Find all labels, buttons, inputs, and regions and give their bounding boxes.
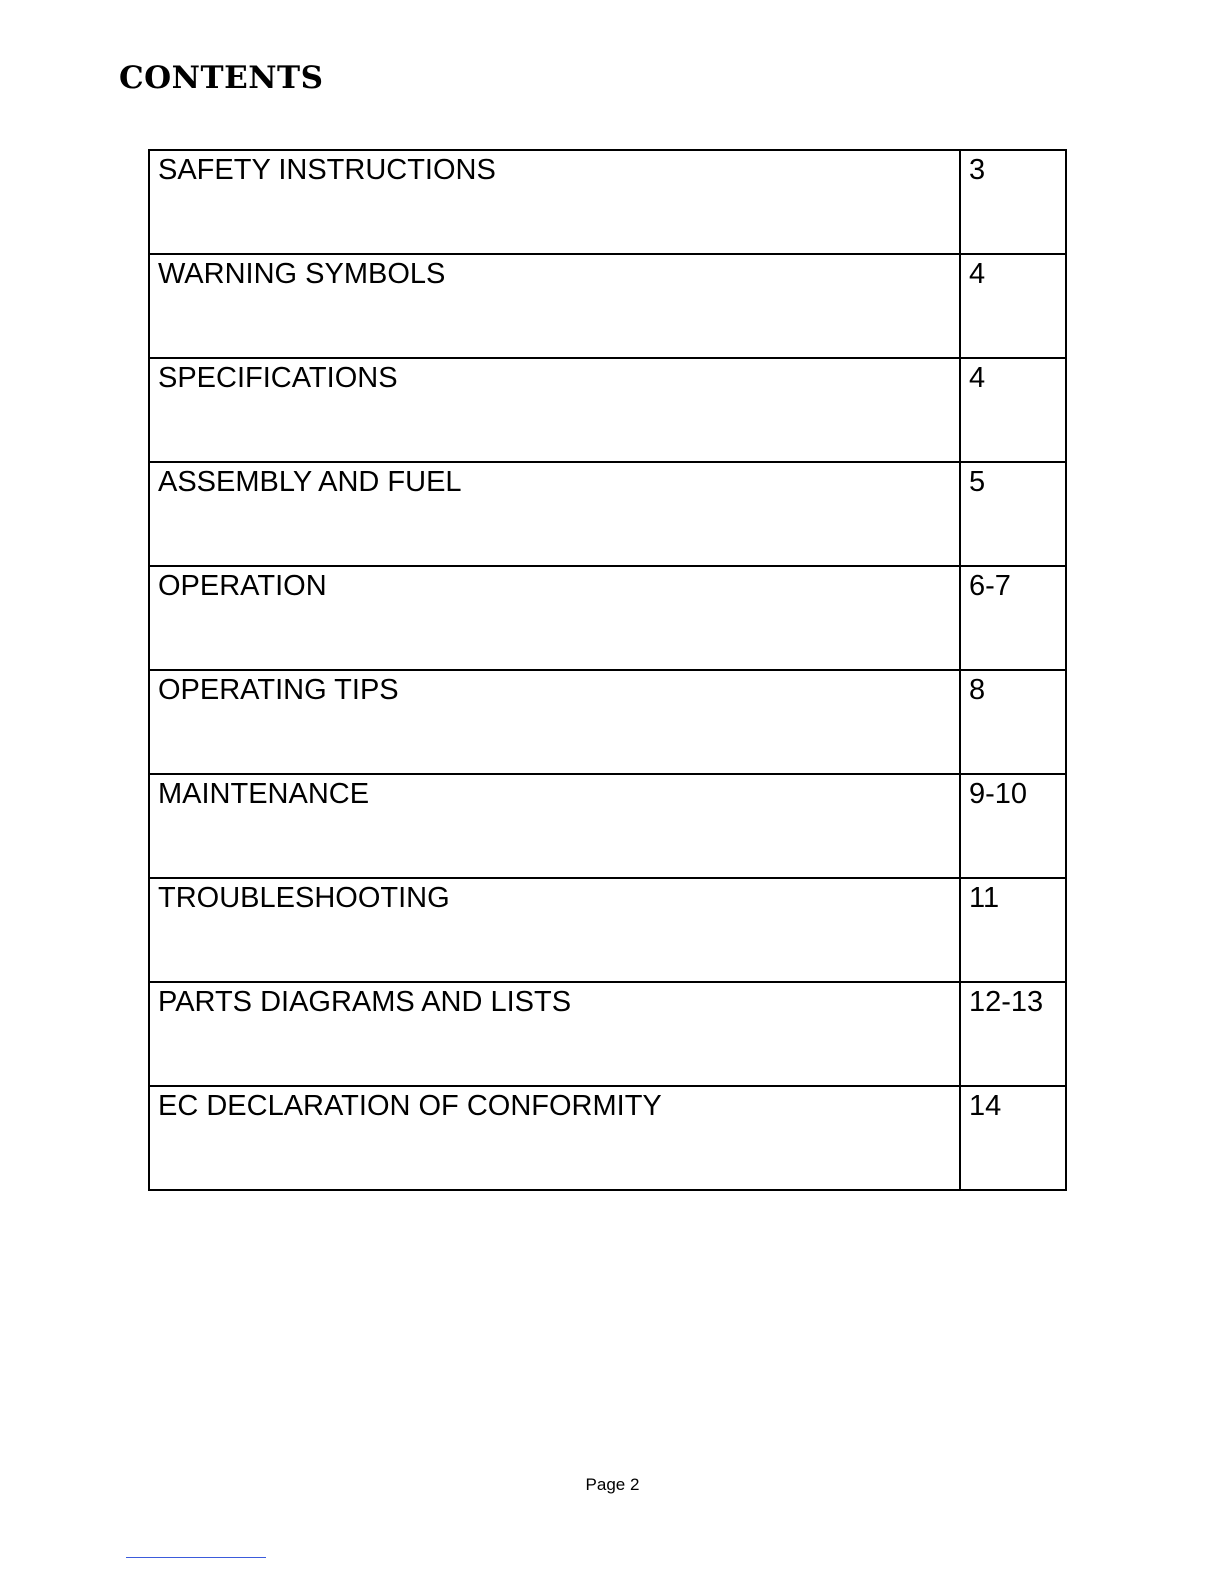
table-row [149,358,1066,462]
table-row [149,1086,1066,1190]
toc-entry-title: EC DECLARATION OF CONFORMITY [149,1086,960,1190]
toc-entry-page: 12-13 [960,982,1066,1086]
table-row [149,566,1066,670]
toc-entry-title: SPECIFICATIONS [149,358,960,462]
table-row [149,150,1066,254]
toc-entry-title: PARTS DIAGRAMS AND LISTS [149,982,960,1086]
toc-entry-page: 11 [960,878,1066,982]
table-row [149,982,1066,1086]
footer-rule [126,1557,266,1558]
toc-entry-title: OPERATING TIPS [149,670,960,774]
table-row [149,462,1066,566]
toc-entry-title: WARNING SYMBOLS [149,254,960,358]
toc-entry-page: 8 [960,670,1066,774]
toc-entry-page: 5 [960,462,1066,566]
toc-entry-page: 9-10 [960,774,1066,878]
toc-entry-page: 6-7 [960,566,1066,670]
page-title: CONTENTS [119,60,324,96]
table-row [149,670,1066,774]
toc-entry-title: MAINTENANCE [149,774,960,878]
toc-entry-page: 4 [960,358,1066,462]
contents-table [148,149,1067,1191]
table-row [149,254,1066,358]
table-row [149,878,1066,982]
table-row [149,774,1066,878]
page-number: Page 2 [585,1475,640,1494]
toc-entry-page: 14 [960,1086,1066,1190]
toc-entry-page: 4 [960,254,1066,358]
toc-entry-title: OPERATION [149,566,960,670]
toc-entry-page: 3 [960,150,1066,254]
toc-entry-title: TROUBLESHOOTING [149,878,960,982]
toc-entry-title: ASSEMBLY AND FUEL [149,462,960,566]
toc-entry-title: SAFETY INSTRUCTIONS [149,150,960,254]
